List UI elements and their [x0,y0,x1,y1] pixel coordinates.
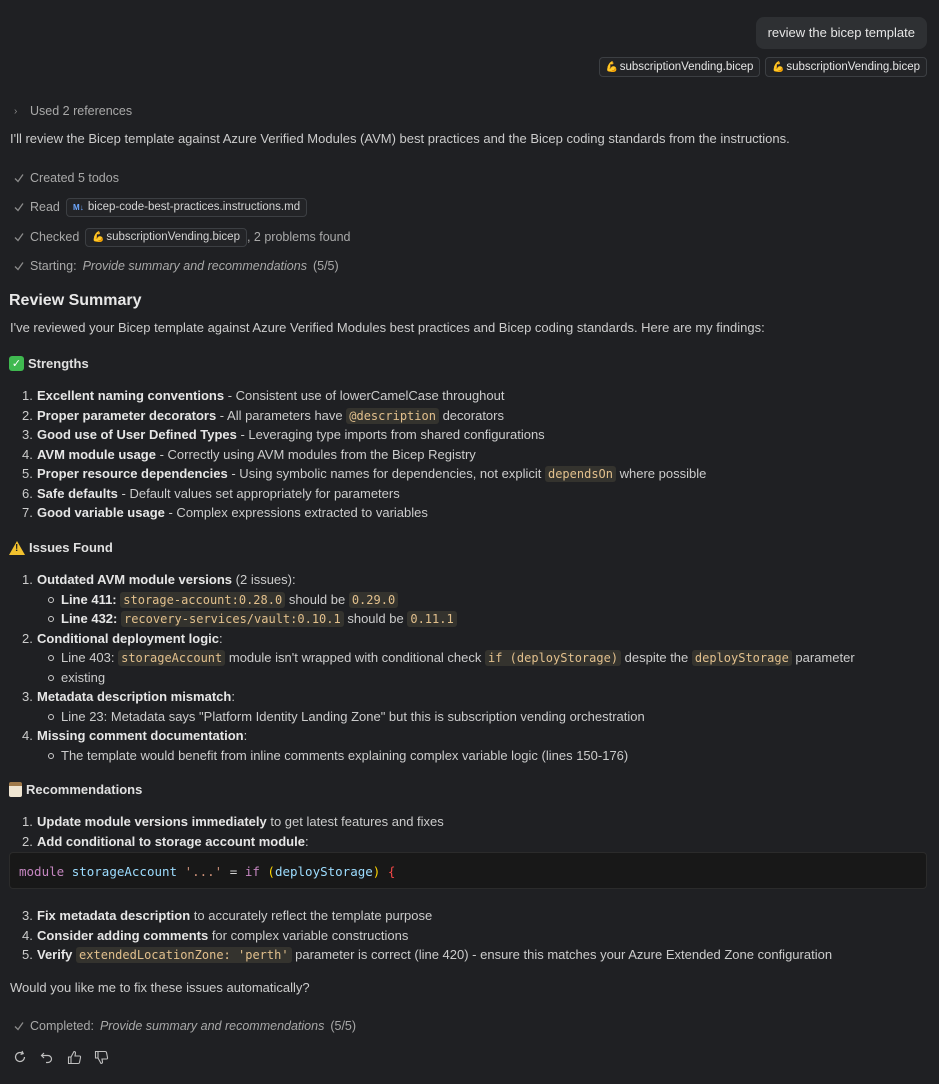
progress-completed [14,1016,356,1036]
item-title: Excellent naming conventions [37,388,225,403]
sub-list [37,590,855,629]
item-text: despite the [621,650,692,665]
list-number: 3. [22,427,33,442]
check-icon [14,261,24,271]
item-title: Fix metadata description [37,908,191,923]
user-references [599,57,927,77]
list-item [22,464,707,484]
item-text: - Using symbolic names for dependencies, not explicit [227,466,545,481]
strengths-list [22,386,707,523]
recommendations-list-continued [22,906,833,965]
list-number: 6. [22,485,33,501]
item-title: Missing comment documentation [37,728,244,743]
progress-label: Checked [30,230,80,244]
line-ref: Line 411: [61,591,117,607]
list-number: 4. [22,927,33,943]
line-ref: Line 432: [61,611,118,626]
sub-list-item [61,746,855,766]
thumbs-down-icon [94,1050,109,1065]
code-bracket: ( [267,864,275,879]
progress-read [14,197,307,217]
progress-label: Starting: [30,259,77,273]
list-item [22,629,855,649]
item-title: Verify [37,947,73,962]
reference-label: subscriptionVending.bicep [619,61,754,73]
item-text: Line 403: [61,650,119,665]
item-title: Good variable usage [37,505,165,520]
inline-code: @description [346,408,439,424]
item-title: Metadata description mismatch [37,689,232,704]
clipboard-icon [9,782,22,797]
list-number: 1. [22,572,33,587]
list-item [22,687,855,707]
markdown-file-icon: M↓ [73,202,84,212]
list-number: 7. [22,505,33,520]
check-icon [14,1021,24,1031]
list-number: 1. [22,814,33,829]
bicep-file-icon: 💪 [605,61,619,73]
progress-created [14,168,119,188]
progress-task: Provide summary and recommendations [99,1019,325,1033]
item-text: Line 23: Metadata says "Platform Identity Landing Zone" but this is subscription vending orchestration [61,708,645,724]
list-number: 3. [22,689,33,704]
progress-label: Created 5 todos [30,171,119,185]
code-identifier: deployStorage [274,864,373,879]
list-item [22,832,444,852]
thumbs-up-icon [67,1050,82,1065]
check-icon [14,202,24,212]
list-item [22,726,855,746]
file-chip[interactable] [66,198,307,217]
list-number: 2. [22,630,33,646]
list-item [22,445,706,465]
undo-icon [40,1050,54,1064]
item-title: Update module versions immediately [37,814,267,829]
item-text: : [231,689,235,704]
code-bracket: ) [372,864,381,879]
progress-task: Provide summary and recommendations [82,259,307,273]
list-item [22,386,706,406]
item-text: The template would benefit from inline comments explaining complex variable logic (lines 150-176) [61,747,629,763]
chevron-right-icon: › [14,105,18,117]
item-text: - All parameters have [216,407,347,423]
item-title: Good use of User Defined Types [37,427,237,442]
code-bracket: { [387,864,396,879]
item-text: : [243,728,248,743]
item-text: - Correctly using AVM modules from the Bicep Registry [155,446,476,462]
progress-count: (5/5) [330,1019,357,1033]
item-text: parameter is correct (line 420) - ensure this matches your Azure Extended Zone configuration [291,947,833,962]
check-mark-icon: ✓ [9,356,24,371]
issues-list [22,570,855,765]
recommendations-list [22,812,444,851]
item-text: - Consistent use of lowerCamelCase throughout [224,388,505,403]
warning-icon [9,541,25,555]
bicep-file-icon: 💪 [772,61,785,73]
retry-button[interactable] [12,1049,28,1065]
reference-label: subscriptionVending.bicep [786,61,920,73]
code-operator: = [229,864,238,879]
item-text: should be [343,611,408,626]
code-identifier: storageAccount [71,864,178,879]
refresh-icon [13,1050,27,1064]
closing-question: Would you like me to fix these issues automatically? [10,980,310,995]
reference-chip[interactable] [765,57,927,77]
list-item [22,484,706,504]
item-title: Conditional deployment logic [37,630,219,646]
issues-heading [9,540,113,555]
inline-code: 0.29.0 [349,592,398,608]
progress-label: Completed: [30,1019,94,1033]
list-number: 2. [22,833,33,849]
item-text: parameter [791,650,855,665]
summary-intro: I've reviewed your Bicep template against Azure Verified Modules best practices and Bicep coding standards. Here are my findings: [10,320,765,335]
progress-count: (5/5) [312,259,339,273]
undo-button[interactable] [39,1049,55,1065]
item-text: existing [61,669,106,685]
list-number: 3. [22,908,33,923]
check-icon [14,232,24,242]
item-title: Safe defaults [37,485,118,501]
user-message: review the bicep template [756,17,927,49]
item-title: Consider adding comments [37,927,209,943]
list-number: 4. [22,446,33,462]
progress-label: Read [30,200,60,214]
list-item [22,926,832,946]
list-item [22,503,706,523]
list-number: 5. [22,947,33,962]
list-item [22,425,706,445]
used-references-toggle[interactable] [14,101,132,121]
list-number: 4. [22,728,33,743]
progress-starting [14,256,339,276]
list-item [22,406,706,426]
item-text: - Complex expressions extracted to variables [164,505,428,520]
sub-list-item [61,707,855,727]
item-text: - Leveraging type imports from shared configurations [236,427,545,442]
sub-list [37,746,855,766]
inline-code: extendedLocationZone: 'perth' [76,947,292,963]
item-text: for complex variable constructions [208,927,409,943]
item-title: Proper parameter decorators [37,407,217,423]
list-number: 2. [22,407,33,423]
intro-text: I'll review the Bicep template against Azure Verified Modules (AVM) best practices and the Bicep coding standards from the instructions. [10,131,790,146]
section-title: Recommendations [26,782,143,797]
inline-code: deployStorage [692,650,792,666]
item-title: Proper resource dependencies [37,466,228,481]
inline-code: dependsOn [545,466,616,482]
section-title: Issues Found [29,540,113,555]
progress-checked [14,227,351,247]
sub-list-item [61,609,855,629]
item-text: : [304,833,309,849]
file-chip[interactable] [85,228,247,247]
section-title: Strengths [28,356,89,371]
list-item [22,812,444,832]
item-text: decorators [438,407,504,423]
item-text: should be [285,591,349,607]
review-summary-heading: Review Summary [9,292,142,309]
file-chip-label: bicep-code-best-practices.instructions.md [87,201,301,213]
code-block[interactable] [9,852,927,889]
item-text: to get latest features and fixes [266,814,444,829]
sub-list-container [37,648,855,687]
file-chip-label: subscriptionVending.bicep [106,231,240,243]
item-text: : [219,630,223,646]
sub-list-item-continuation [61,668,855,688]
sub-list-item [61,590,855,610]
thumbs-up-button[interactable] [66,1049,82,1065]
sub-list-item [61,648,855,668]
list-item [22,906,832,926]
inline-code: storage-account:0.28.0 [120,592,285,608]
used-references-label: Used 2 references [30,104,133,118]
recommendations-heading [9,782,142,797]
item-text: module isn't wrapped with conditional check [225,650,485,665]
code-keyword: if [244,864,260,879]
sub-list-container [37,590,855,629]
problems-count: , 2 problems found [246,230,351,244]
sub-list-container [37,746,855,766]
item-text: - Default values set appropriately for parameters [117,485,400,501]
thumbs-down-button[interactable] [93,1049,109,1065]
list-item [22,570,855,590]
bicep-file-icon: 💪 [92,231,105,243]
item-text: to accurately reflect the template purpose [190,908,433,923]
item-text: where possible [616,466,707,481]
inline-code: 0.11.1 [407,611,456,627]
sub-list-container [37,707,855,727]
list-item [22,945,833,965]
item-title: Add conditional to storage account module [37,833,305,849]
inline-code: recovery-services/vault:0.10.1 [121,611,344,627]
reference-chip[interactable] [599,57,761,77]
response-toolbar [12,1049,109,1065]
check-icon [14,173,24,183]
list-number: 1. [22,388,33,403]
sub-list [37,707,855,727]
sub-list [37,648,855,687]
code-keyword: module [19,864,65,879]
list-number: 5. [22,466,33,481]
code-string: '...' [184,864,223,879]
item-title: AVM module usage [37,446,156,462]
item-text: (2 issues): [232,572,296,587]
inline-code: storageAccount [118,650,225,666]
item-title: Outdated AVM module versions [37,572,233,587]
inline-code: if (deployStorage) [485,650,621,666]
strengths-heading [9,356,89,371]
